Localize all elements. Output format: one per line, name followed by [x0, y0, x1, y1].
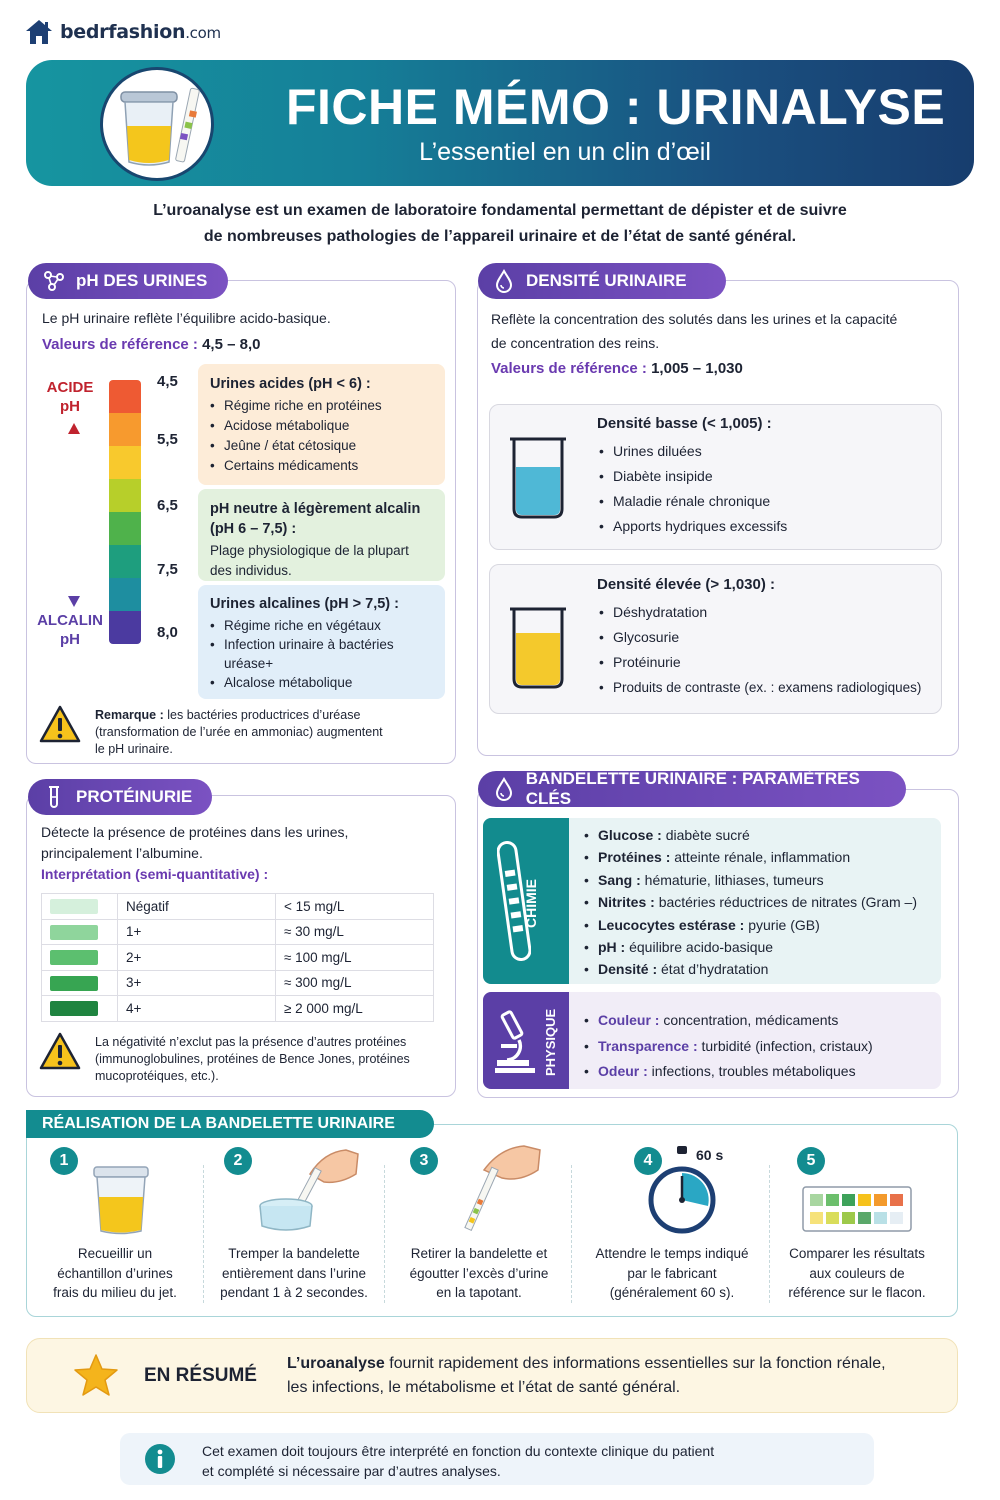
page-title: FICHE MÉMO : URINALYSE [286, 79, 946, 135]
beaker-yellow-icon [506, 603, 570, 691]
physical-label: PHYSIQUE [543, 1008, 558, 1076]
protein-card-title: PROTÉINURIE [28, 779, 212, 815]
ph-arrow [64, 422, 84, 608]
list-item: • Jeûne / état cétosique [210, 436, 433, 456]
step-number: 1 [50, 1147, 78, 1175]
table-row [42, 996, 434, 1022]
chemistry-label: CHIMIE [523, 879, 539, 928]
grade-swatch [50, 925, 98, 940]
molecule-icon [42, 269, 66, 293]
alkaline-label: ALCALIN pH [37, 612, 103, 648]
table-row [42, 894, 434, 920]
info-icon [144, 1443, 176, 1475]
alkaline-urine-box: Urines alcalines (pH > 7,5) : • Régime riche en végétaux • Infection urinaire à bactéries uréase+ • Alcalose métabolique [198, 585, 445, 699]
list-item: • Acidose métabolique [210, 416, 433, 436]
steps-card-title: RÉALISATION DE LA BANDELETTE URINAIRE [26, 1110, 434, 1138]
grade-cell: 3+ [118, 970, 276, 996]
list-item: • Transparence : turbidité (infection, cristaux) [584, 1034, 873, 1060]
site-logo[interactable] [24, 18, 221, 46]
high-density-box: Densité élevée (> 1,030) : • Déshydratation • Glycosurie • Protéinurie • Produits de contraste (ex. : examens radiologiques) [489, 564, 942, 714]
step-number: 5 [797, 1147, 825, 1175]
list-item: • Certains médicaments [210, 456, 433, 476]
ph-scale-segment [109, 446, 141, 479]
density-card-title: DENSITÉ URINAIRE [478, 263, 726, 299]
grade-cell: 4+ [118, 996, 276, 1022]
value-cell: ≥ 2 000 mg/L [276, 996, 434, 1022]
list-item: • Densité : état d’hydratation [584, 958, 917, 980]
list-item: • Diabète insipide [599, 464, 787, 489]
house-icon [24, 18, 54, 46]
protein-description: Détecte la présence de protéines dans les urines, principalement l’albumine. [41, 824, 349, 861]
ph-reference: Valeurs de référence : 4,5 – 8,0 [42, 336, 261, 353]
grade-swatch-cell [42, 945, 118, 971]
ph-scale-segment [109, 479, 141, 512]
list-item: • Protéines : atteinte rénale, inflammation [584, 846, 917, 868]
drop-icon [492, 777, 516, 801]
step-number: 4 [634, 1147, 662, 1175]
step-text: Retirer la bandelette et égoutter l’excès d’urine en la tapotant. [409, 1246, 549, 1300]
ph-card-title: pH DES URINES [28, 263, 228, 299]
list-item: • Infection urinaire à bactéries uréase+ [210, 635, 433, 673]
info-box [120, 1433, 874, 1485]
logo-text: bedrfashion.com [60, 21, 221, 43]
drain-strip-icon [444, 1142, 544, 1240]
grade-cell: 2+ [118, 945, 276, 971]
ph-scale-segment [109, 611, 141, 644]
grade-swatch [50, 976, 98, 991]
ph-scale-segment [109, 380, 141, 413]
protein-interpretation-label: Interprétation (semi-quantitative) : [41, 866, 269, 882]
ph-tick: 5,5 [157, 431, 178, 448]
protein-note: La négativité n’exclut pas la présence d’autres protéines (immunoglobulines, protéines de Bence Jones, protéines mucoprotéiques, etc.). [95, 1035, 410, 1083]
color-chart-icon [802, 1186, 912, 1232]
list-item: • Couleur : concentration, médicaments [584, 1008, 873, 1034]
chemistry-panel [483, 818, 941, 984]
neutral-urine-box: pH neutre à légèrement alcalin (pH 6 – 7,5) : Plage physiologique de la plupart des individus. [198, 489, 445, 581]
ph-scale-segment [109, 578, 141, 611]
star-icon [73, 1353, 119, 1397]
ph-color-scale [109, 380, 141, 644]
grade-swatch-cell [42, 919, 118, 945]
grade-swatch-cell [42, 970, 118, 996]
grade-swatch [50, 899, 98, 914]
list-item: • Apports hydriques excessifs [599, 514, 787, 539]
table-row [42, 919, 434, 945]
summary-box [26, 1338, 958, 1413]
low-density-box: Densité basse (< 1,005) : • Urines diluées • Diabète insipide • Maladie rénale chronique • Apports hydriques excessifs [489, 404, 942, 550]
list-item: • Protéinurie [599, 650, 921, 675]
warning-icon [38, 1031, 82, 1071]
value-cell: ≈ 30 mg/L [276, 919, 434, 945]
strip-card-title: BANDELETTE URINAIRE : PARAMÈTRES CLÉS [478, 771, 906, 807]
list-item: • Sang : hématurie, lithiases, tumeurs [584, 869, 917, 891]
density-reference: Valeurs de référence : 1,005 – 1,030 [491, 360, 743, 377]
ph-description: Le pH urinaire reflète l’équilibre acido-basique. [42, 310, 331, 326]
density-description: Reflète la concentration des solutés dans les urines et la capacité de concentration des reins. [491, 311, 898, 351]
ph-tick: 6,5 [157, 497, 178, 514]
list-item: • Produits de contraste (ex. : examens radiologiques) [599, 675, 921, 700]
microscope-icon [493, 1008, 539, 1074]
ph-remark: Remarque : les bactéries productrices d’uréase (transformation de l’urée en ammoniac) augmentent le pH urinaire. [95, 708, 383, 756]
value-cell: < 15 mg/L [276, 894, 434, 920]
list-item: • Glycosurie [599, 625, 921, 650]
warning-icon [38, 704, 82, 744]
beaker-blue-icon [506, 433, 570, 521]
ph-scale-segment [109, 545, 141, 578]
page-subtitle: L’essentiel en un clin d’œil [419, 138, 711, 166]
grade-swatch [50, 1001, 98, 1016]
ph-scale-segment [109, 413, 141, 446]
grade-cell: Négatif [118, 894, 276, 920]
list-item: • Maladie rénale chronique [599, 489, 787, 514]
list-item: • Régime riche en protéines [210, 396, 433, 416]
test-tube-icon [42, 785, 66, 809]
summary-text: L’uroanalyse fournit rapidement des informations essentielles sur la fonction rénale, les infections, le métabolisme et l’état de santé général. [287, 1355, 886, 1396]
protein-table [41, 893, 434, 1022]
grade-cell: 1+ [118, 919, 276, 945]
value-cell: ≈ 300 mg/L [276, 970, 434, 996]
table-row [42, 945, 434, 971]
grade-swatch-cell [42, 996, 118, 1022]
urine-cup-icon [92, 1165, 150, 1237]
physical-panel [483, 992, 941, 1089]
grade-swatch [50, 950, 98, 965]
intro-text: L’uroanalyse est un examen de laboratoire fondamental permettant de dépister et de suivre de nombreuses pathologies de l’appareil urinaire et de l’état de santé général. [153, 202, 847, 245]
timer-label: 60 s [696, 1147, 724, 1163]
list-item: • Régime riche en végétaux [210, 616, 433, 635]
step-text: Attendre le temps indiqué par le fabricant (généralement 60 s). [595, 1246, 749, 1300]
acid-label: ACIDE pH [46, 379, 94, 415]
stopwatch-icon [646, 1144, 718, 1240]
table-row [42, 970, 434, 996]
ph-scale-segment [109, 512, 141, 545]
list-item: • Alcalose métabolique [210, 673, 433, 692]
summary-label: EN RÉSUMÉ [144, 1365, 257, 1386]
step-number: 3 [410, 1147, 438, 1175]
drop-icon [492, 269, 516, 293]
step-text: Comparer les résultats aux couleurs de référence sur le flacon. [788, 1246, 926, 1300]
value-cell: ≈ 100 mg/L [276, 945, 434, 971]
list-item: • pH : équilibre acido-basique [584, 936, 917, 958]
step-text: Recueillir un échantillon d’urines frais du milieu du jet. [53, 1246, 177, 1300]
list-item: • Glucose : diabète sucré [584, 824, 917, 846]
list-item: • Déshydratation [599, 600, 921, 625]
ph-tick: 4,5 [157, 373, 178, 390]
list-item: • Urines diluées [599, 439, 787, 464]
physical-list [584, 1008, 873, 1085]
grade-swatch-cell [42, 894, 118, 920]
info-text: Cet examen doit toujours être interprété en fonction du contexte clinique du patient et complété si nécessaire par d’autres analyses. [202, 1443, 715, 1479]
ph-tick: 8,0 [157, 624, 178, 641]
list-item: • Nitrites : bactéries réductrices de nitrates (Gram –) [584, 891, 917, 913]
chemistry-list [584, 824, 917, 981]
title-banner [26, 60, 974, 186]
dip-strip-icon [254, 1144, 360, 1236]
list-item: • Leucocytes estérase : pyurie (GB) [584, 914, 917, 936]
ph-tick: 7,5 [157, 561, 178, 578]
step-text: Tremper la bandelette entièrement dans l’urine pendant 1 à 2 secondes. [220, 1246, 368, 1300]
acid-urine-box: Urines acides (pH < 6) : • Régime riche en protéines • Acidose métabolique • Jeûne / état cétosique • Certains médicaments [198, 364, 445, 485]
step-number: 2 [224, 1147, 252, 1175]
list-item: • Odeur : infections, troubles métaboliques [584, 1059, 873, 1085]
